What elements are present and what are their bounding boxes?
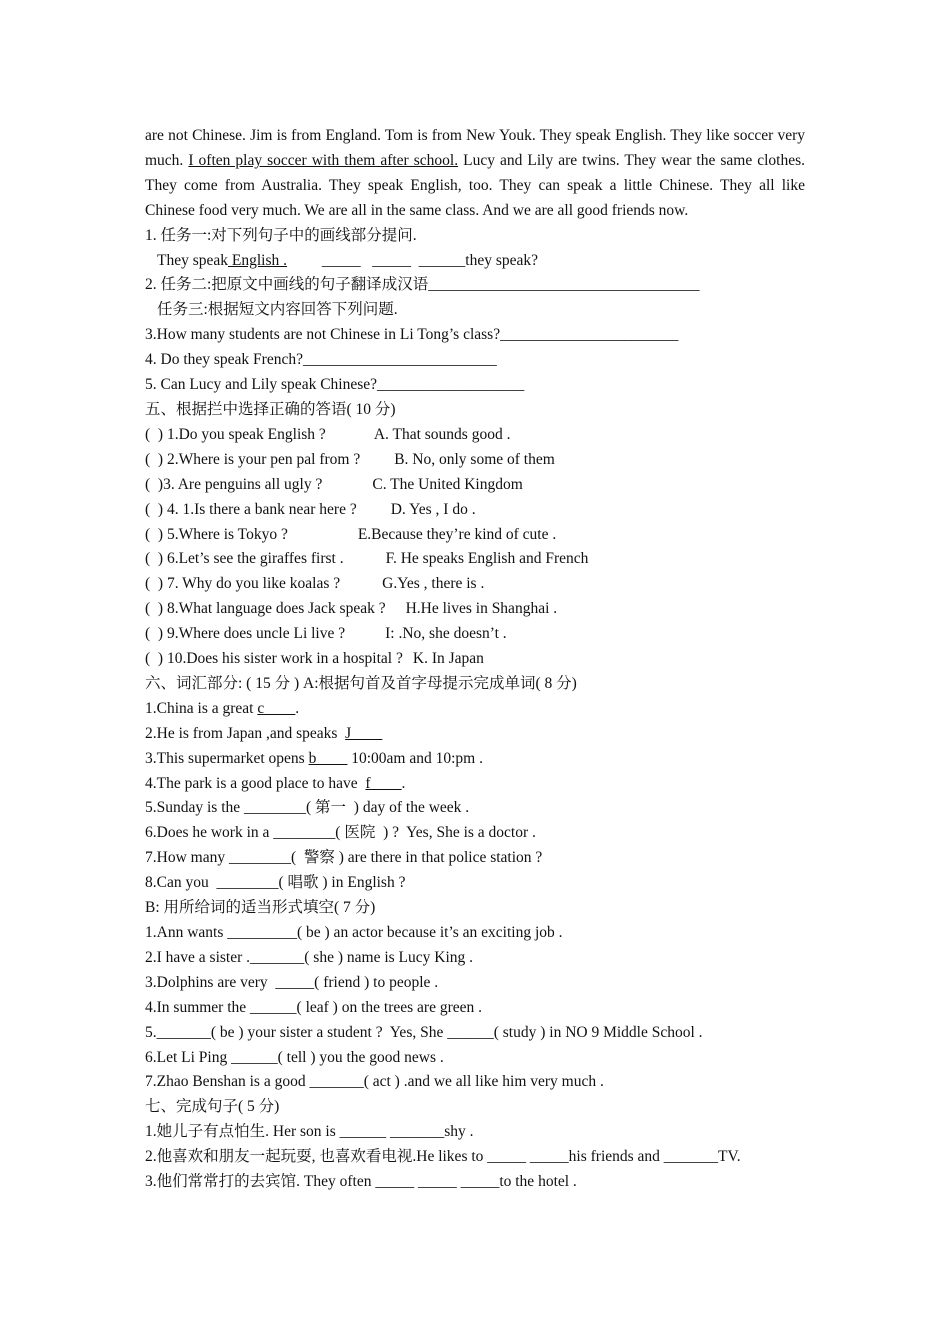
matching-answer-option: I: .No, she doesn’t . [385,625,507,643]
matching-question: ( ) 10.Does his sister work in a hospital ? [145,650,403,668]
word-form-item: 7.Zhao Benshan is a good _______( act ) .and we all like him very much . [145,1073,604,1091]
matching-answer-option: H.He lives in Shanghai . [405,600,558,618]
vocab-chinese-hint-list [145,796,805,896]
matching-question: ( ) 5.Where is Tokyo ? [145,525,288,543]
vocab-item [145,772,805,797]
word-form-list [145,921,805,1095]
matching-question: ( ) 9.Where does uncle Li live ? [145,625,346,643]
sentence-item: 1.她儿子有点怕生. Her son is ______ _______shy . [145,1123,474,1141]
vocab-blank: b____ [308,749,348,767]
matching-answer-option: G.Yes , there is . [382,575,485,593]
question-4: 4. Do they speak French?_________________________ [145,351,497,369]
task1-text: They speak [157,251,229,269]
vocab-text: 3.This supermarket opens [145,749,309,767]
matching-answer-option: C. The United Kingdom [372,475,523,493]
matching-question: ( ) 8.What language does Jack speak ? [145,600,386,618]
task1-blanks: _____ _____ ______they speak? [287,251,538,269]
vocab-hint-item: 8.Can you ________( 唱歌 ) in English ? [145,874,406,892]
matching-question: ( ) 6.Let’s see the giraffes first . [145,550,344,568]
question-3: 3.How many students are not Chinese in Li Tong’s class?_______________________ [145,326,679,344]
matching-row [145,473,805,498]
vocab-blank: c____ [257,699,296,717]
task2-line: 2. 任务二:把原文中画线的句子翻译成汉语___________________________________ [145,276,700,294]
vocab-text: . [295,699,300,717]
vocab-hint-item: 5.Sunday is the ________( 第一 ) day of the week . [145,799,470,817]
matching-answer-option: A. That sounds good . [373,425,511,443]
matching-question: ( ) 7. Why do you like koalas ? [145,575,341,593]
vocab-text: 2.He is from Japan ,and speaks [145,724,346,742]
word-form-item: 4.In summer the ______( leaf ) on the trees are green . [145,998,482,1016]
matching-row [145,523,805,548]
section5-title: 五、根据拦中选择正确的答语( 10 分) [145,400,396,418]
sentence-item: 2.他喜欢和朋友一起玩耍, 也喜欢看电视.He likes to _____ _____his friends and _______TV. [145,1148,741,1166]
matching-question: ( )3. Are penguins all ugly ? [145,475,323,493]
word-form-item: 1.Ann wants _________( be ) an actor because it’s an exciting job . [145,924,563,941]
matching-row [145,547,805,572]
worksheet-page [145,124,805,1195]
vocab-text: 1.China is a great [145,699,258,717]
vocab-text: 4.The park is a good place to have [145,774,366,792]
matching-answer-option: E.Because they’re kind of cute . [357,525,557,543]
passage-underlined-sentence: I often play soccer with them after school. [188,151,459,169]
section6-b-title: B: 用所给词的适当形式填空( 7 分) [145,899,376,917]
matching-answer-option: B. No, only some of them [394,450,555,468]
matching-answer-option: D. Yes , I do . [390,500,476,518]
word-form-item: 2.I have a sister ._______( she ) name is Lucy King . [145,948,474,966]
vocab-item [145,697,805,722]
vocab-text: 10:00am and 10:pm . [347,749,483,767]
matching-row [145,498,805,523]
vocab-hint-item: 7.How many ________( 警察 ) are there in that police station ? [145,849,543,867]
task1-question [145,249,805,274]
task1-title: 1. 任务一:对下列句子中的画线部分提问. [145,226,417,244]
matching-row [145,647,805,672]
vocab-hint-item: 6.Does he work in a ________( 医院 ) ? Yes, She is a doctor . [145,824,536,842]
matching-question: ( ) 4. 1.Is there a bank near here ? [145,500,357,518]
matching-row [145,572,805,597]
word-form-item: 5._______( be ) your sister a student ? Yes, She ______( study ) in NO 9 Middle School . [145,1023,703,1041]
vocab-text: . [401,774,406,792]
passage-text-end: Lucy and Lily are twins. They wear the same clothes. They come from Australia. They speak English, too. They can speak a little Chinese. They all like Chinese food very much. We are all in the same class. And we are all good friends now. [145,151,806,219]
vocab-item [145,747,805,772]
vocab-first-letter-list [145,697,805,797]
matching-row [145,597,805,622]
vocab-item [145,722,805,747]
matching-question: ( ) 1.Do you speak English ? [145,425,326,443]
matching-list [145,423,805,672]
matching-question: ( ) 2.Where is your pen pal from ? [145,450,361,468]
matching-row [145,423,805,448]
matching-row [145,622,805,647]
vocab-blank: J____ [345,724,383,742]
word-form-item: 6.Let Li Ping ______( tell ) you the good news . [145,1048,444,1066]
reading-passage [145,124,805,224]
section6-title: 六、词汇部分: ( 15 分 ) A:根据句首及首字母提示完成单词( 8 分) [145,674,577,692]
task1-underlined-word: English . [228,251,288,269]
sentence-item: 3.他们常常打的去宾馆. They often _____ _____ _____to the hotel . [145,1173,577,1191]
matching-answer-option: K. In Japan [412,650,484,668]
question-5: 5. Can Lucy and Lily speak Chinese?___________________ [145,376,525,394]
section7-title: 七、完成句子( 5 分) [145,1098,280,1116]
sentence-completion-list [145,1120,805,1195]
matching-row [145,448,805,473]
matching-answer-option: F. He speaks English and French [385,550,589,568]
word-form-item: 3.Dolphins are very _____( friend ) to people . [145,973,439,991]
vocab-blank: f____ [365,774,402,792]
passage-text-start: are not Chinese. Jim is from England. Tom is from New Youk. They speak English. They like soccer very much. [145,127,805,169]
task3-title: 任务三:根据短文内容回答下列问题. [157,301,398,319]
